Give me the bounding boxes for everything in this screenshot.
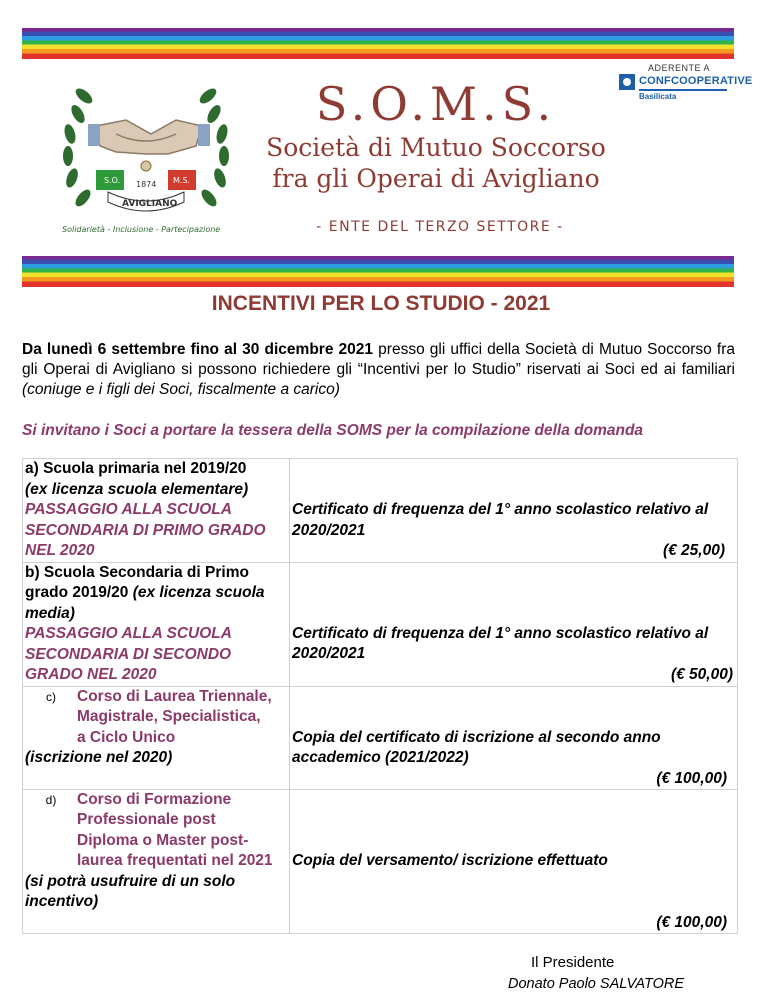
- signature-name: Donato Paolo SALVATORE: [508, 976, 684, 992]
- confcooperative-logo: [619, 72, 753, 101]
- ets-label: - ENTE DEL TERZO SETTORE -: [316, 219, 564, 235]
- page-title: INCENTIVI PER LO STUDIO - 2021: [211, 292, 551, 315]
- row-b-amount: (€ 50,00): [670, 665, 733, 683]
- row-c-amount: (€ 100,00): [656, 769, 727, 787]
- row-a-level: a) Scuola primaria nel 2019/20: [25, 460, 247, 477]
- row-c-right: [290, 686, 738, 789]
- intro-note: (coniuge e i figli dei Soci, fiscalmente a carico): [22, 381, 340, 398]
- row-d-letter: d): [45, 792, 57, 807]
- confcooperative-name: CONFCOOPERATIVE: [639, 75, 753, 87]
- signature-title: Il Presidente: [531, 954, 615, 971]
- logo-motto: Solidarietà - Inclusione - Partecipazione: [62, 225, 221, 234]
- confcooperative-mark-icon: [619, 74, 635, 90]
- incentives-table: [22, 458, 738, 934]
- logo-ms: M.S.: [173, 176, 191, 185]
- row-c-note: (iscrizione nel 2020): [25, 749, 173, 766]
- row-b-right: [290, 562, 738, 686]
- row-c-requirement: Copia del certificato di iscrizione al secondo anno accademico (2021/2022): [292, 728, 661, 766]
- adherent-label: ADERENTE A: [648, 63, 711, 73]
- logo-so: S.O.: [104, 176, 121, 185]
- rainbow-band-top: [22, 28, 734, 59]
- table-row: [23, 789, 738, 933]
- intro-text: presso gli uffici della Società di Mutuo Soccorso fra gli Operai di Avigliano si possono richiedere gli “Incentivi per lo Studio” riservati ai Soci ed ai familiari: [22, 341, 735, 378]
- intro-paragraph: [22, 340, 735, 400]
- row-a-note: (ex licenza scuola elementare): [25, 480, 249, 498]
- row-b-level-wrap: [25, 563, 287, 625]
- logo-banner: AVIGLIANO: [122, 199, 178, 209]
- header-title: [264, 76, 608, 194]
- row-b-level: b) Scuola Secondaria di Primo grado 2019/20: [25, 563, 249, 601]
- row-b-left: [23, 562, 290, 686]
- row-d-note: (si potrà usufruire di un solo incentivo): [25, 872, 236, 910]
- row-c-letter: c): [46, 689, 56, 704]
- row-b-requirement: Certificato di frequenza del 1° anno scolastico relativo al 2020/2021: [292, 624, 709, 662]
- row-a-requirement: Certificato di frequenza del 1° anno scolastico relativo al 2020/2021: [292, 501, 709, 539]
- row-c-course: Corso di Laurea Triennale, Magistrale, Specialistica, a Ciclo Unico: [77, 687, 272, 746]
- logo-year: 1874: [136, 180, 157, 189]
- table-row: [23, 459, 738, 563]
- soms-acronym: S.O.M.S.: [315, 77, 557, 131]
- table-row: [23, 686, 738, 789]
- row-b-note: (ex licenza scuola media): [25, 584, 265, 622]
- intro-dates: Da lunedì 6 settembre fino al 30 dicembre 2021: [22, 341, 374, 358]
- row-d-left: [23, 789, 290, 933]
- row-a-passage: PASSAGGIO ALLA SCUOLA SECONDARIA DI PRIMO GRADO NEL 2020: [25, 501, 266, 559]
- row-a-right: [290, 459, 738, 563]
- row-c-course-wrap: [25, 687, 287, 749]
- row-a-left: [23, 459, 290, 563]
- invite-text: Si invitano i Soci a portare la tessera della SOMS per la compilazione della domanda: [22, 422, 644, 439]
- row-c-left: [23, 686, 290, 789]
- row-d-course: Corso di Formazione Professionale post Diploma o Master post-laurea frequentati nel 2021: [77, 790, 273, 869]
- table-row: [23, 562, 738, 686]
- soms-logo: [56, 74, 242, 244]
- row-b-passage: PASSAGGIO ALLA SCUOLA SECONDARIA DI SECONDO GRADO NEL 2020: [25, 625, 232, 683]
- row-d-right: [290, 789, 738, 933]
- row-d-course-wrap: [25, 790, 287, 872]
- row-d-amount: (€ 100,00): [656, 913, 727, 931]
- row-a-amount: (€ 25,00): [662, 542, 725, 559]
- header-subtitle-2: fra gli Operai di Avigliano: [272, 164, 600, 193]
- rainbow-band-bottom: [22, 256, 734, 287]
- row-d-requirement: Copia del versamento/ iscrizione effettuato: [292, 851, 608, 869]
- header-subtitle-1: Società di Mutuo Soccorso: [266, 133, 606, 162]
- confcooperative-region: Basilicata: [639, 92, 677, 101]
- confcooperative-underline: [639, 89, 727, 91]
